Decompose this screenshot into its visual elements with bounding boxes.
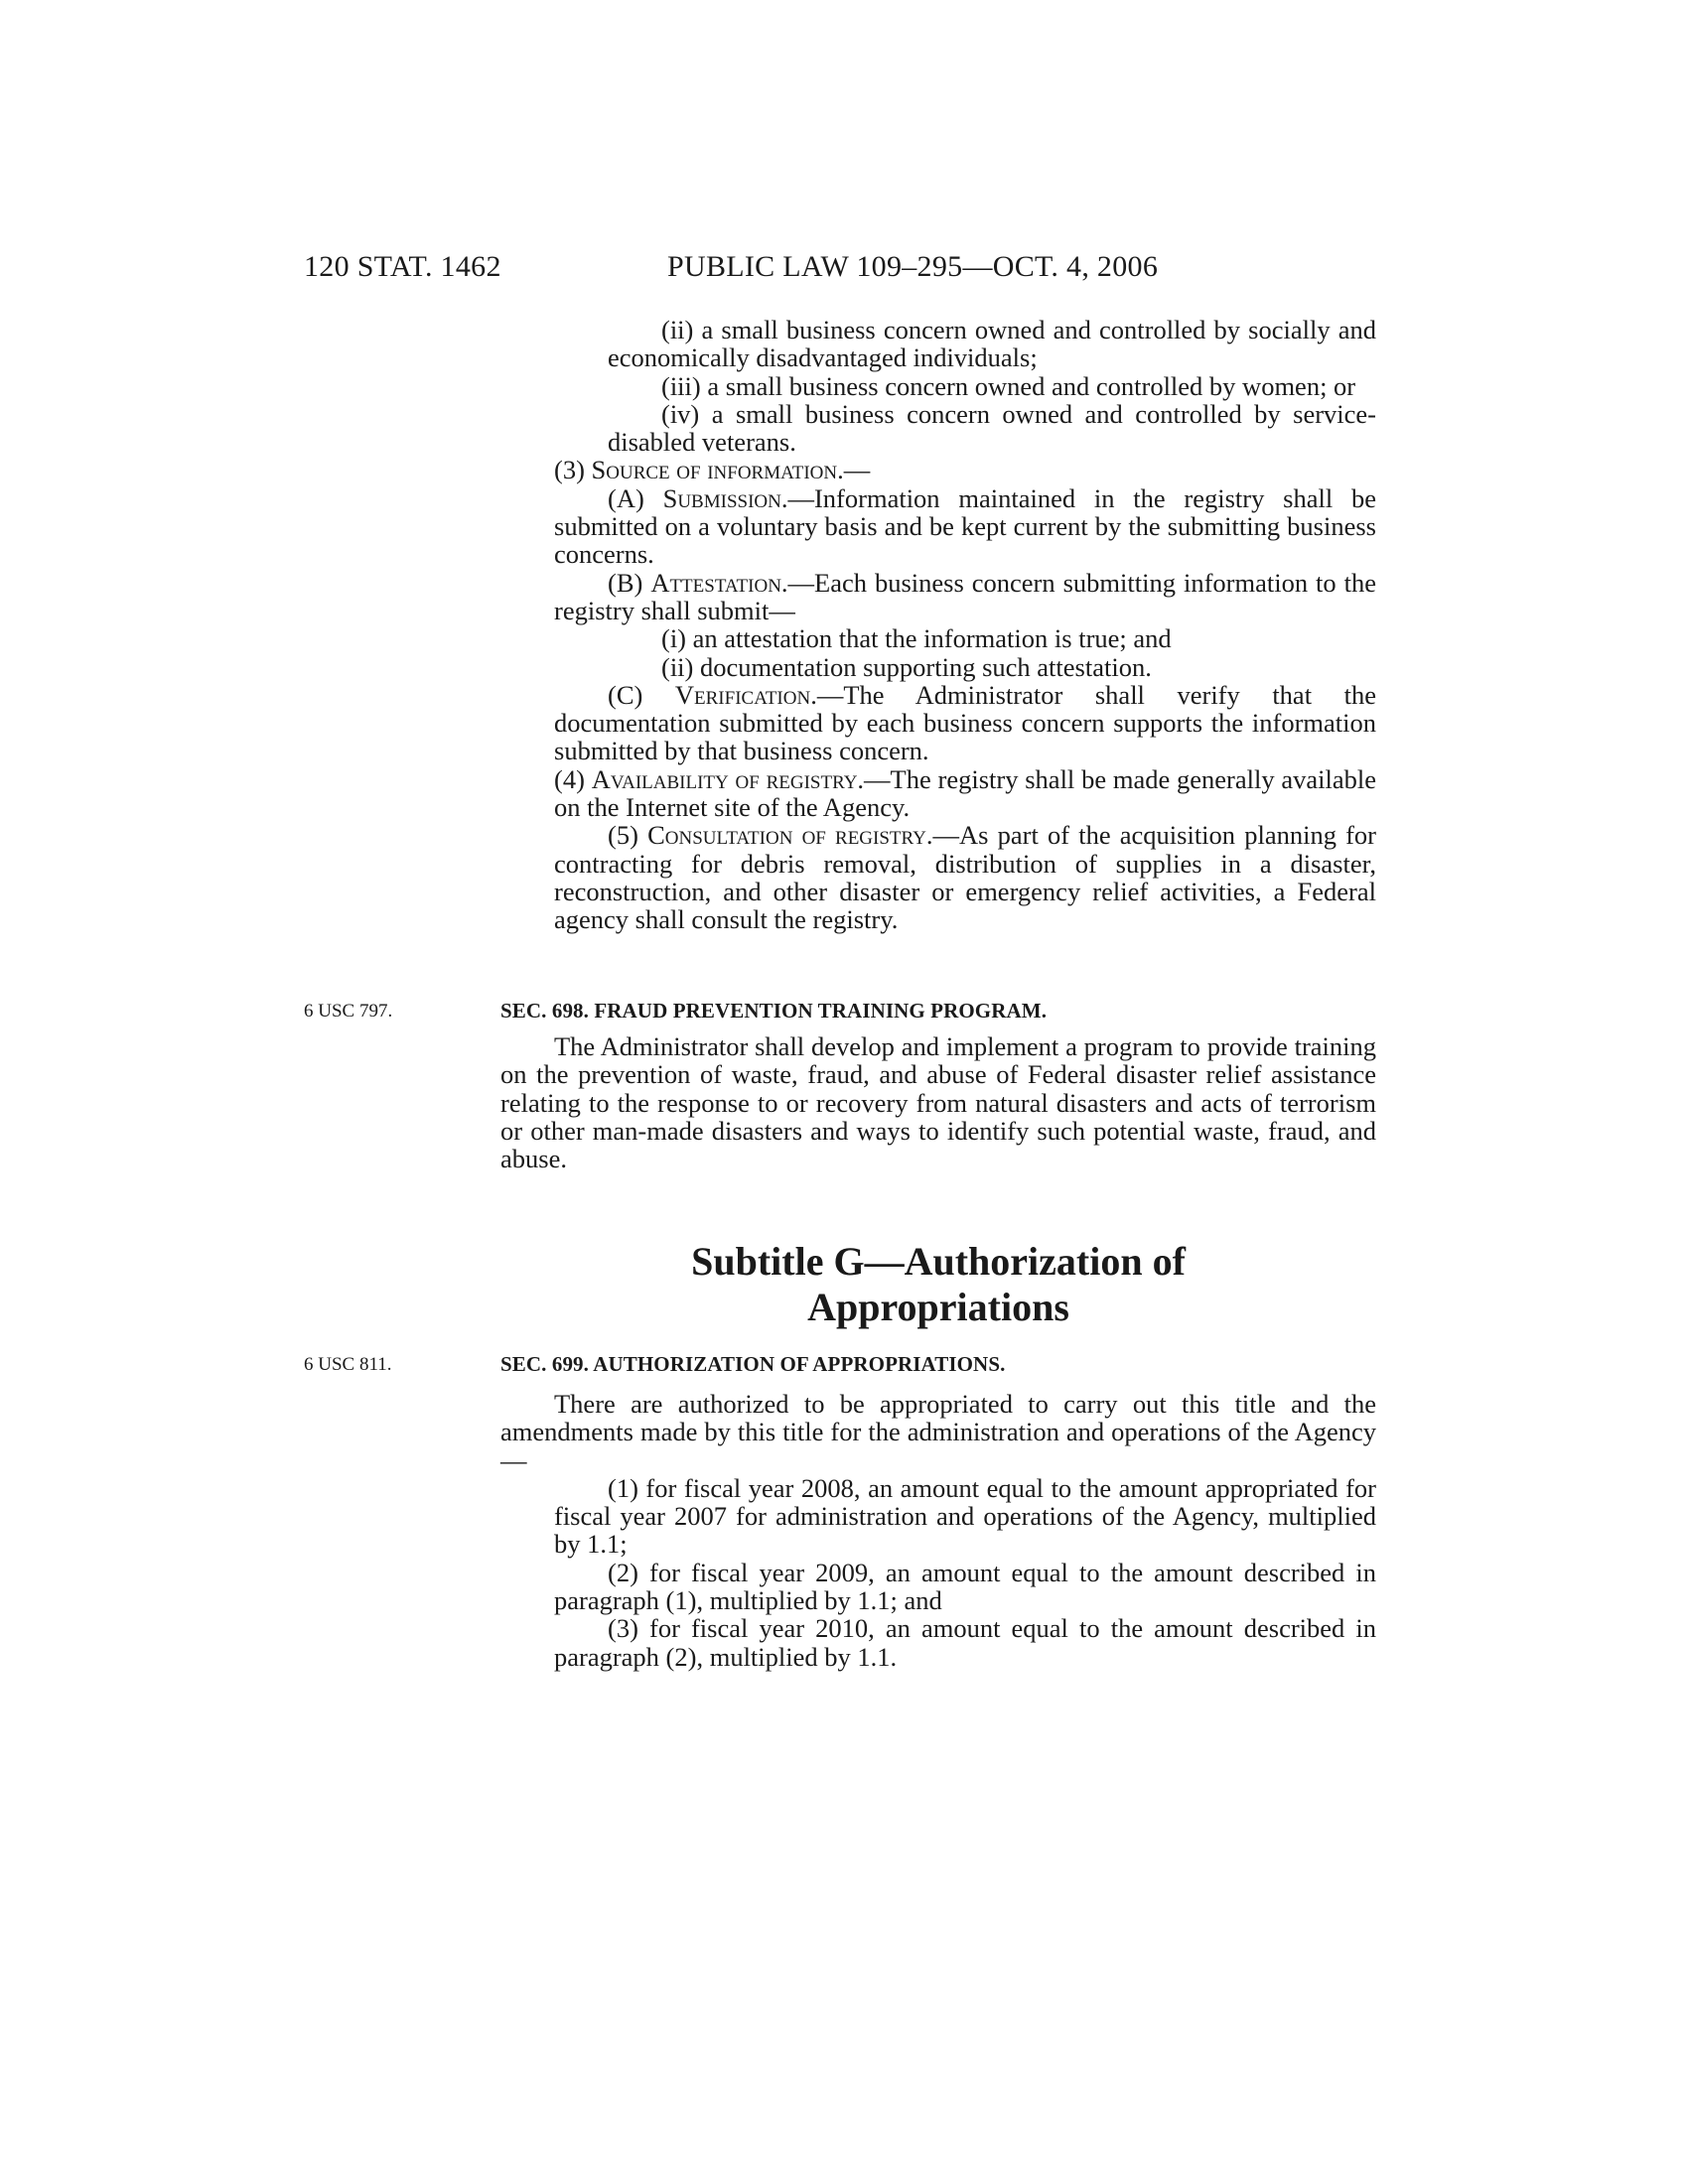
sec699-item-2: (2) for fiscal year 2009, an amount equal to the amount described in paragraph (1), multiplied by 1.1; and <box>554 1557 1376 1616</box>
sec698-heading: SEC. 698. FRAUD PREVENTION TRAINING PROGRAM. <box>500 999 1048 1023</box>
subtitle-heading <box>500 1239 1376 1330</box>
subtitle-line-2: Appropriations <box>807 1285 1069 1329</box>
sec699-body-block <box>500 1390 1376 1671</box>
sec699-intro: There are authorized to be appropriated to carry out this title and the amendments made by this title for the administration and operations of the Agency— <box>500 1389 1376 1475</box>
subparagraph-a-number: (A) <box>608 482 644 513</box>
sec698-body-block <box>500 1032 1376 1172</box>
subparagraph-c-title: Verification.— <box>674 679 844 710</box>
clause-ii: (ii) a small business concern owned and controlled by socially and economically disadvantaged individuals; <box>608 315 1376 373</box>
sec699-item-1: (1) for fiscal year 2008, an amount equal to the amount appropriated for fiscal year 2007 for administration and operations of the Agency, multiplied by 1.1; <box>554 1472 1376 1560</box>
subparagraph-a-title: Submission.— <box>662 482 814 513</box>
subtitle-line-1: Subtitle G—Authorization of <box>691 1239 1186 1284</box>
paragraph-4-number: (4) <box>554 763 585 794</box>
paragraph-4 <box>500 765 1376 822</box>
sec698-margin-note: 6 USC 797. <box>304 1001 393 1022</box>
paragraph-3-number: (3) <box>554 455 585 485</box>
subparagraph-c-number: (C) <box>608 679 643 710</box>
clause-iv: (iv) a small business concern owned and controlled by service-disabled veterans. <box>608 398 1376 458</box>
subparagraph-b <box>500 569 1376 625</box>
subparagraph-c <box>500 681 1376 765</box>
paragraph-4-title: Availability of registry.— <box>591 763 891 794</box>
subparagraph-b-clause-ii: (ii) documentation supporting such attestation. <box>661 651 1152 682</box>
paragraph-5-title: Consultation of registry.— <box>647 820 960 851</box>
page-stat-reference: 120 STAT. 1462 <box>304 250 501 283</box>
paragraph-4-text: The registry shall be made generally available on the Internet site of the Agency. <box>554 763 1377 823</box>
subparagraph-a <box>500 484 1376 569</box>
paragraph-3-heading <box>500 456 1376 483</box>
sec698-body: The Administrator shall develop and implement a program to provide training on the prevention of waste, fraud, and abuse of Federal disaster relief assistance relating to the response to or recovery from natural disasters and acts of terrorism or other man-made disasters and ways to identify such potential waste, fraud, and abuse. <box>500 1031 1376 1174</box>
sec699-item-3: (3) for fiscal year 2010, an amount equal to the amount described in paragraph (2), multiplied by 1.1. <box>554 1613 1376 1672</box>
sec699-margin-note: 6 USC 811. <box>304 1354 392 1375</box>
subparagraph-b-number: (B) <box>608 567 643 598</box>
sec699-heading: SEC. 699. AUTHORIZATION OF APPROPRIATIONS. <box>500 1352 1006 1376</box>
subparagraph-a-text: Information maintained in the registry shall be submitted on a voluntary basis and be kept current by the submitting business concerns. <box>554 482 1377 570</box>
subparagraph-b-text: Each business concern submitting information to the registry shall submit— <box>554 567 1377 625</box>
clause-iii: (iii) a small business concern owned and controlled by women; or <box>661 370 1356 401</box>
subparagraph-c-text: The Administrator shall verify that the documentation submitted by each business concern supports the information submitted by that business concern. <box>554 679 1376 766</box>
page-header-title: PUBLIC LAW 109–295—OCT. 4, 2006 <box>667 250 1159 283</box>
paragraph-5 <box>500 821 1376 933</box>
top-text-block <box>500 316 1376 934</box>
paragraph-3-title: Source of information.— <box>591 455 871 485</box>
subparagraph-b-title: Attestation.— <box>650 567 815 598</box>
subparagraph-b-clause-i: (i) an attestation that the information is true; and <box>661 623 1172 654</box>
paragraph-5-number: (5) <box>608 820 638 851</box>
paragraph-5-text: As part of the acquisition planning for contracting for debris removal, distribution of supplies in a disaster, reconstruction, and other disaster or emergency relief activities, a Federal agency shall consult the registry. <box>554 820 1377 935</box>
